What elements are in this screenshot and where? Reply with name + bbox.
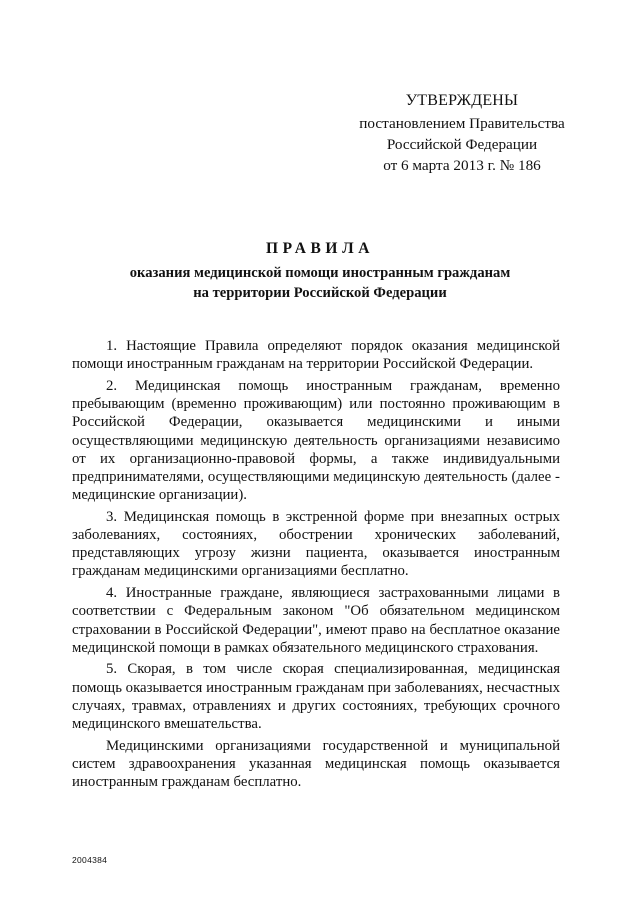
document-subtitle [40, 263, 600, 303]
approval-line: от 6 марта 2013 г. № 186 [383, 157, 541, 174]
approval-line: постановлением Правительства [359, 115, 565, 132]
approval-heading: УТВЕРЖДЕНЫ [405, 92, 519, 109]
document-body [72, 337, 560, 795]
approval-line: Российской Федерации [386, 136, 538, 153]
paragraph-6: Медицинскими организациями государственной и муниципальной систем здравоохранения указанная медицинская помощь оказывается иностранным гражданам бесплатно. [72, 737, 560, 791]
approval-block [344, 90, 580, 176]
subtitle-line: оказания медицинской помощи иностранным гражданам [129, 265, 511, 281]
subtitle-line: на территории Российской Федерации [193, 285, 447, 301]
paragraph-1: 1. Настоящие Правила определяют порядок оказания медицинской помощи иностранным гражданам на территории Российской Федерации. [72, 338, 560, 373]
document-title: ПРАВИЛА [265, 240, 375, 257]
paragraph-4: 4. Иностранные граждане, являющиеся застрахованными лицами в соответствии с Федеральным законом "Об обязательном медицинском страховании в Российской Федерации", имеют право на бесплатное оказание медицинской помощи в рамках обязательного медицинского страхования. [72, 585, 560, 656]
paragraph-3: 3. Медицинская помощь в экстренной форме при внезапных острых заболеваниях, состояниях, обострении хронических заболеваний, представляющих угрозу жизни пациента, оказывается иностранным гражданам медицинскими организациями бесплатно. [72, 508, 560, 580]
paragraph-5: 5. Скорая, в том числе скорая специализированная, медицинская помощь оказывается иностранным гражданам при заболеваниях, несчастных случаях, травмах, отравлениях и других состояниях, требующих срочного медицинского вмешательства. [72, 661, 560, 733]
page-code: 2004384 [72, 855, 108, 865]
paragraph-2: 2. Медицинская помощь иностранным гражданам, временно пребывающим (временно проживающим) или постоянно проживающим в Российской Федерации, оказывается медицинскими и иными осуществляющими медицинскую деятельность организациями независимо от их организационно-правовой формы, а также индивидуальными предпринимателями, осуществляющими медицинскую деятельность (далее - медицинские организации). [72, 377, 560, 504]
